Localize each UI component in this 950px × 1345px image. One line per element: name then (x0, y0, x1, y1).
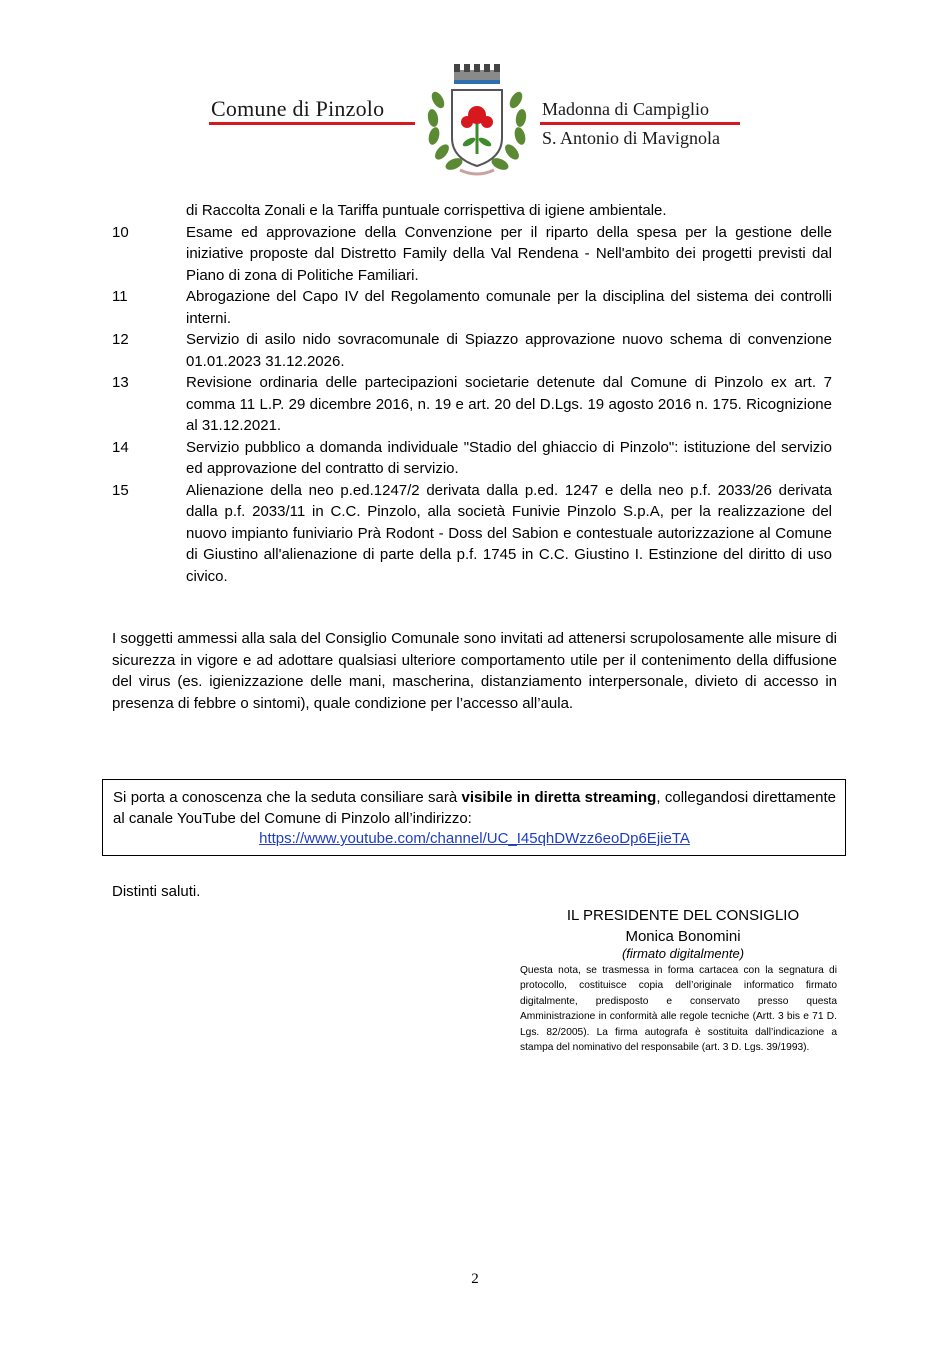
agenda-item (112, 437, 832, 480)
municipality-name: Comune di Pinzolo (211, 96, 385, 121)
page-number: 2 (471, 1271, 479, 1287)
agenda-item-text: Esame ed approvazione della Convenzione per il riparto della spesa per la gestione delle iniziative proposte dal Distretto Family della Val Rendena - Nell'ambito dei progetti previsti dal Piano di zona di Politiche Familiari. (186, 223, 832, 284)
safety-paragraph: I soggetti ammessi alla sala del Consiglio Comunale sono invitati ad attenersi scrupolosamente alle misure di sicurezza in vigore e ad adottare qualsiasi ulteriore comportamento utile per il contenimento della diffusione del virus (es. igienizzazione delle mani, mascherina, distanziamento interpersonale, divieto di accesso in presenza di febbre o sintomi), quale condizione per l’accesso all’aula. (112, 630, 837, 712)
streaming-text-before: Si porta a conoscenza che la seduta consiliare sarà (113, 789, 462, 806)
agenda-item (112, 372, 832, 437)
digital-signature-note: (firmato digitalmente) (621, 946, 745, 961)
signatory-name: Monica Bonomini (625, 928, 741, 945)
agenda-item-number: 11 (112, 288, 128, 305)
streaming-notice-box (102, 779, 846, 856)
agenda-item-number: 10 (112, 223, 129, 241)
signatory-title: IL PRESIDENTE DEL CONSIGLIO (566, 907, 800, 924)
coat-of-arms-logo (422, 60, 532, 182)
streaming-bold-text: visibile in diretta streaming (461, 789, 657, 806)
agenda-item (112, 329, 832, 372)
agenda-item-text: Alienazione della neo p.ed.1247/2 derivata dalla p.ed. 1247 e della neo p.f. 2033/26 derivata dalla p.f. 2033/11 in C.C. Pinzolo, alla società Funivie Pinzolo S.p.A, per la realizzazione del nuovo impianto funiviario Prà Rodont - Doss del Sabion e contestuale autorizzazione al Comune di Giustino all'alienazione di parte della p.f. 1745 in C.C. Giustino I. Estinzione del diritto di uso civico. (186, 481, 832, 585)
header-left-rule (209, 122, 415, 125)
agenda-item-text: Servizio di asilo nido sovracomunale di Spiazzo approvazione nuovo schema di convenzione 01.01.2023 31.12.2026. (186, 331, 832, 370)
agenda-item (112, 480, 832, 588)
agenda-item-text: Servizio pubblico a domanda individuale "Stadio del ghiaccio di Pinzolo": istituzione del servizio ed approvazione del contratto di servizio. (186, 438, 832, 477)
youtube-channel-link[interactable]: https://www.youtube.com/channel/UC_I45qhDWzz6eoDp6EjieTA (259, 830, 690, 847)
agenda-item-text: Revisione ordinaria delle partecipazioni societarie detenute dal Comune di Pinzolo ex art. 7 comma 11 L.P. 29 dicembre 2016, n. 19 e art. 20 del D.Lgs. 19 agosto 2016 n. 175. Ricognizione al 31.12.2021. (186, 374, 832, 434)
closing-greeting: Distinti saluti. (112, 883, 201, 900)
locality-campiglio: Madonna di Campiglio (542, 99, 709, 119)
agenda-item-number: 12 (112, 331, 129, 348)
legal-note: Questa nota, se trasmessa in forma cartacea con la segnatura di protocollo, costituisce copia dell’originale informatico firmato digitalmente, predisposto e conservato presso questa Amministrazione in conformità alle regole tecniche (Artt. 3 bis e 71 D. Lgs. 82/2005). La firma autografa è sostituita dall’indicazione a stampa del nominativo del responsabile (art. 3 D. Lgs. 39/1993). (520, 965, 837, 1054)
agenda-item-text: Abrogazione del Capo IV del Regolamento comunale per la disciplina del sistema dei controlli interni. (186, 288, 832, 327)
agenda-continuation: di Raccolta Zonali e la Tariffa puntuale corrispettiva di igiene ambientale. (186, 202, 667, 219)
agenda-item-number: 15 (112, 481, 129, 499)
agenda-item (112, 286, 832, 329)
signature-block (520, 905, 846, 947)
locality-mavignola: S. Antonio di Mavignola (542, 128, 721, 148)
streaming-text-after: , collegandosi direttamente al canale YouTube del Comune di Pinzolo all’indirizzo: (113, 789, 836, 827)
header-right-rule (540, 122, 740, 125)
agenda-list (112, 200, 832, 587)
agenda-item-number: 14 (112, 438, 129, 456)
agenda-item-number: 13 (112, 374, 129, 391)
agenda-item (112, 222, 832, 287)
